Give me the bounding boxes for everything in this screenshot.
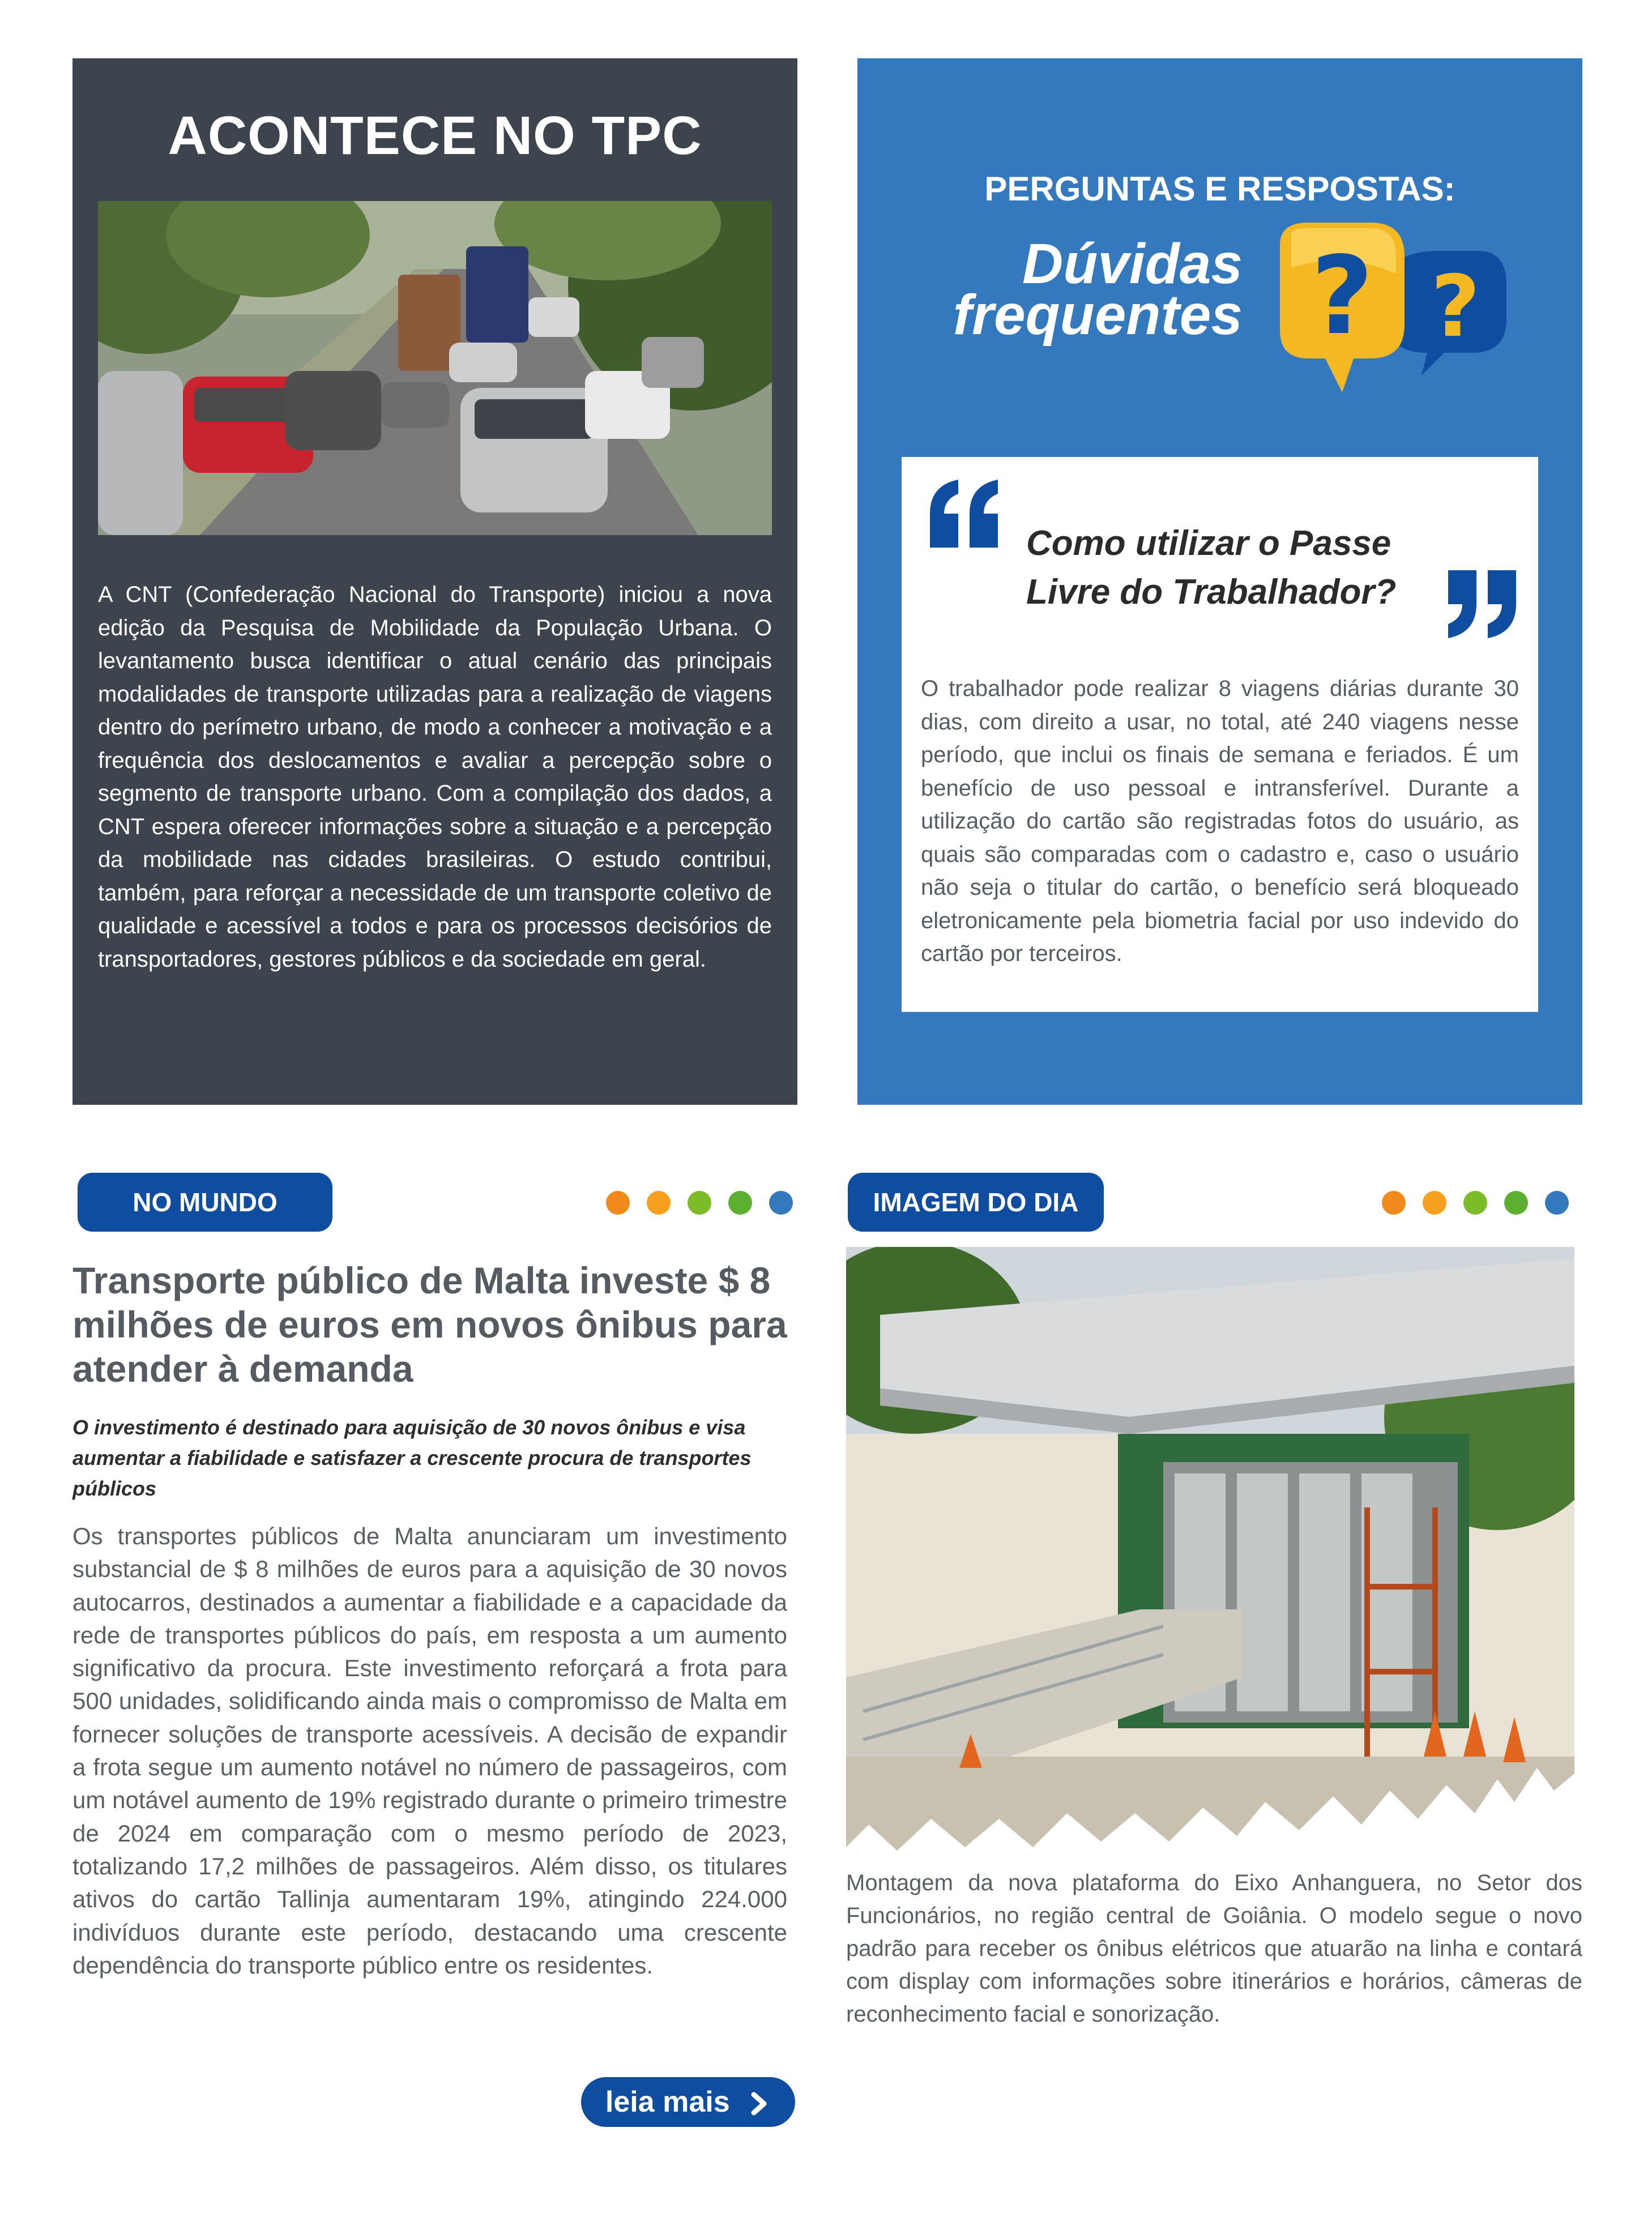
faq-kicker: PERGUNTAS E RESPOSTAS: [984, 170, 1455, 208]
question-mark-icon: ? [1310, 233, 1374, 358]
imagem-do-dia-label: IMAGEM DO DIA [848, 1173, 1104, 1232]
dot-icon [647, 1191, 671, 1215]
article-subtitle: O investimento é destinado para aquisição de 30 novos ônibus e visa aumentar a fiabilidade e satisfazer a crescente procura de transportes públicos [72, 1416, 752, 1500]
traffic-photo [98, 201, 772, 535]
faq-question-line2: Livre do Trabalhador? [1026, 573, 1397, 612]
read-more-label: leia mais [605, 2086, 730, 2118]
read-more-button[interactable] [581, 2077, 795, 2127]
faq-title [925, 232, 1243, 347]
bus-station-photo [846, 1247, 1574, 1851]
article-body: Os transportes públicos de Malta anunciaram um investimento substancial de $ 8 milhões de euros para a aquisição de 30 novos autocarros, destinados a aumentar a fiabilidade e a capacidade da rede de transportes públicos do país, em resposta a um aumento significativo da procura. Este investimento reforçará a frota para 500 unidades, solidificando ainda mais o compromisso de Malta em fornecer soluções de transporte acessíveis. A decisão de expandir a frota segue um aumento notável no número de passageiros, com um notável aumento de 19% registrado durante o primeiro trimestre de 2024 em comparação com o mesmo período de 2023, totalizando 17,2 milhões de passageiros. Além disso, os titulares ativos do cartão Tallinja aumentaram 19%, atingindo 224.000 indivíduos durante este período, destacando uma crescente dependência do transporte público entre os residentes. [72, 1523, 787, 1979]
acontece-body: A CNT (Confederação Nacional do Transporte) iniciou a nova edição da Pesquisa de Mobilidade da População Urbana. O levantamento busca identificar o atual cenário das principais modalidades de transporte utilizadas para a realização de viagens dentro do perímetro urbano, de modo a conhecer a motivação e a frequência dos deslocamentos e avaliar a percepção sobre o segmento de transporte urbano. Com a compilação dos dados, a CNT espera oferecer informações sobre a situação e a percepção da mobilidade nas cidades brasileiras. O estudo contribui, também, para reforçar a necessidade de um transporte coletivo de qualidade e acessível a todos e para os processos decisórios de transportadores, gestores públicos e da sociedade em geral. [98, 582, 772, 972]
open-quote-icon [924, 480, 1004, 548]
article-title: Transporte público de Malta investe $ 8 milhões de euros em novos ônibus para atender à demanda [72, 1259, 787, 1390]
close-quote-icon [1442, 570, 1522, 638]
dot-icon [606, 1191, 630, 1215]
chevron-right-icon [748, 2091, 771, 2116]
faq-question-line1: Como utilizar o Passe [1026, 524, 1391, 563]
faq-panel [857, 58, 1582, 1105]
dot-icon [1504, 1191, 1528, 1215]
acontece-title: ACONTECE NO TPC [168, 105, 702, 166]
dot-icon [728, 1191, 752, 1215]
dot-icon [688, 1191, 711, 1215]
faq-answer: O trabalhador pode realizar 8 viagens diárias durante 30 dias, com direito a usar, no total, até 240 viagens nesse período, que inclui os finais de semana e feriados. É um benefício de uso pessoal e intransferível. Durante a utilização do cartão são registradas fotos do usuário, as quais são comparadas com o cadastro e, caso o usuário não seja o titular do cartão, o benefício será bloqueado eletronicamente pela biometria facial por uso indevido do cartão por terceiros. [921, 676, 1519, 966]
dot-icon [769, 1191, 793, 1215]
acontece-panel [72, 58, 797, 1105]
dot-icon [1463, 1191, 1487, 1215]
dot-icon [1382, 1191, 1406, 1215]
no-mundo-label: NO MUNDO [78, 1173, 332, 1232]
faq-title-line2: frequentes [953, 283, 1243, 347]
question-mark-icon: ? [1431, 258, 1480, 356]
photo-caption: Montagem da nova plataforma do Eixo Anhanguera, no Setor dos Funcionários, no região central de Goiânia. O modelo segue o novo padrão para receber os ônibus elétricos que atuarão na linha e contará com display com informações sobre itinerários e horários, câmeras de reconhecimento facial e sonorização. [846, 1870, 1582, 2027]
faq-title-line1: Dúvidas [1022, 232, 1243, 296]
faq-question [1026, 519, 1434, 617]
dot-icon [1545, 1191, 1569, 1215]
decorative-dots [606, 1191, 799, 1216]
decorative-dots [1382, 1191, 1574, 1216]
faq-card [902, 457, 1538, 1012]
dot-icon [1423, 1191, 1446, 1215]
question-bubbles-icon [1257, 223, 1512, 426]
